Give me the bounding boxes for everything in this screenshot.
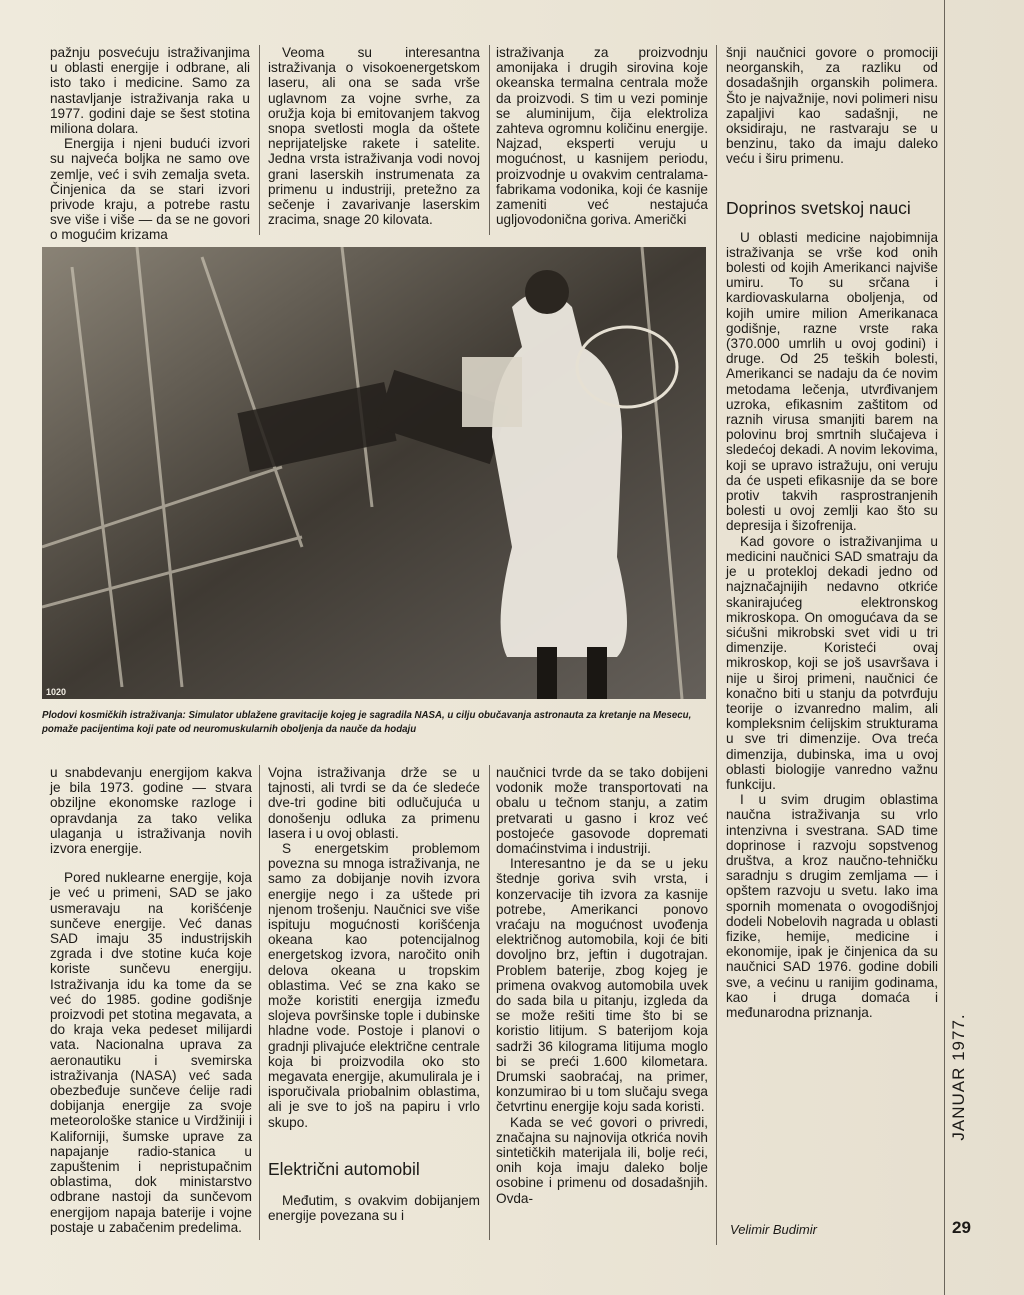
paragraph: Interesantno je da se u jeku štednje goriva svih vrsta, i konzervacije tih izvora za kasnije potrebe, Amerikanci ponovo vraćaju na mogućnost uvođenja električnog automobila, koji će biti dovoljno brz, jeftin i dugotrajan. Problem baterije, zbog kojeg je primena ovakvog automobila uvek do sada bila u pitanju, izgleda da se može rešiti time što bi se koristio litijum. S baterijom koja sadrži 36 kilograma litijuma moglo bi se preći 1.600 kilometara. Drumski saobraćaj, na primer, konzumirao bi u tom slučaju svega četvrtinu energije koju sada koristi. (496, 856, 708, 1115)
author-signature: Velimir Budimir (730, 1222, 817, 1237)
paragraph: U oblasti medicine najobimnija istraživanja se vrše kod onih bolesti od kojih Amerikanci najviše umiru. To su srčana i kardiovaskularna oboljenja, od kojih umire milion Amerikanaca godišnje, razne vrste raka (370.000 umrlih u ovoj godini) i druge. Od 25 teških bolesti, Amerikanci se nadaju da će novim metodama lečenja, utvrđivanjem uzroka, efikasnim zaštitom od raznih virusa smanjiti barem na polovinu broj smrtnih slučajeva i sledećoj dekadi. A novim lekovima, koji se upravo istražuju, oni veruju da će uspeti efikasnije da se bore protiv takvih rasprostranjenih bolesti u ovoj zemlji kao što su depresija i šizofrenija. (726, 229, 938, 534)
paragraph: Kada se već govori o privredi, značajna su najnovija otkrića novih sintetičkih materijala ili, bolje reći, onih koja imaju daleko bolje osobine i primenu od dosadašnjih. Ovda- (496, 1114, 708, 1206)
photo-label: 1020 (46, 687, 67, 697)
paragraph: naučnici tvrde da se tako dobijeni vodonik može transportovati na obalu u tečnom stanju, a zatim pretvarati u gasno i kroz već postojeće gasovode dopremati domaćinstvima i industriji. (496, 765, 708, 857)
column-rule (259, 45, 260, 235)
top-column-3 (496, 45, 708, 227)
bottom-column-2 (268, 765, 480, 1223)
paragraph: Veoma su interesantna istraživanja o visokoenergetskom laseru, ali ona se sada vrše uglavnom za vojne svrhe, za oružja koja bi emitovanjem takvog snopa svetlosti mogla da oštete neprijateljske rakete i satelite. Jedna vrsta istraživanja vodi novoj grani laserskih instrumenata za primenu u industriji, pretežno za sečenje i zavarivanje laserskim zracima, snage 20 kilovata. (268, 45, 480, 228)
paragraph: Međutim, s ovakvim dobijanjem energije povezana su i (268, 1192, 480, 1224)
issue-date (944, 1013, 974, 1141)
paragraph: I u svim drugim oblastima naučna istraživanja su vrlo intenzivna i svestrana. SAD time doprinose i razvoju sopstvenog društva, a kroz naučno-tehničku saradnju s drugim zemljama — i opštem razvoju u svetu. Iako ima spornih momenata o ovogodišnjoj dodeli Nobelovih nagrada u oblasti fizike, hemije, medicine i ekonomije, ipak je činjenica da su naučnici SAD 1976. godine dobili sve, a većinu u ranijim godinama, kao i druga domaća i međunarodna priznanja. (726, 792, 938, 1020)
paragraph: Energija i njeni budući izvori su najveća boljka ne samo ove zemlje, već i svih zemalja sveta. Činjenica da se stari izvori privode kraju, a potrebe rastu sve više i više — da se ne govori o mogućim krizama (50, 136, 250, 243)
column-rule (716, 45, 717, 1245)
top-column-2 (268, 45, 480, 227)
column-rule (489, 45, 490, 235)
paragraph: S energetskim problemom povezna su mnoga istraživanja, ne samo za dobijanje novih izvora energije nego i za uštede pri njenom trošenju. Naučnici sve više ispituju mogućnosti korišćenja okeana kao potencijalnog energetskog izvora, naročito onih delova okeana u tropskim oblastima. Već se zna kako se može koristiti energija između slojeva površinske tople i dubinske hladne vode. Postoje i planovi o gradnji plivajuće električne centrale koja bi proizvodila oko sto megavata energije, akumulirala je i isporučivala priobalnim oblastima, ali je sve to još na papiru i vrlo skupo. (268, 841, 480, 1130)
right-column (726, 45, 938, 1020)
column-rule (259, 765, 260, 1240)
column-rule (489, 765, 490, 1240)
page-number: 29 (952, 1218, 971, 1237)
paragraph: u snabdevanju energijom kakva je bila 1973. godine — stvara obzilјne ekonomske razloge i opravdanja za tako velika ulaganja u istraživanja novih izvora energije. (50, 765, 252, 857)
article-photo (42, 247, 706, 699)
paragraph: pažnju posvećuju istraživanjima u oblasti energije i odbrane, ali isto tako i medicine. Samo za nastavljanje istraživanja raka u 1977. godini daje se šest stotina miliona dolara. (50, 45, 250, 137)
paragraph: istraživanja za proizvodnju amonijaka i drugih sirovina koje okeanska termalna centrala može da proizvodi. S tim u vezi pominje se aluminijum, čija elektroliza zahteva ogromnu količinu energije. Najzad, eksperti veruju u mogućnost, u kasnijem periodu, proizvodnje u ovakvim centralama-fabrikama vodonika, koji će kasnije zameniti već nestajuća ugljovodonična goriva. Američki (496, 45, 708, 228)
paragraph: šnji naučnici govore o promociji neorganskih, za razliku od dosadašnjih organskih polimera. Što je najvažnije, novi polimeri nisu zapaljivi kao sadašnji, ne oksidiraju, ne rastvaraju se u benzinu, tako da imaju daleko veću i širu primenu. (726, 45, 938, 167)
photo-illustration (42, 247, 706, 699)
top-column-1 (50, 45, 250, 243)
paragraph: Pored nuklearne energije, koja je već u primeni, SAD se jako usmeravaju na korišćenje sunčeve energije. Već danas SAD imaju 35 industrijskih zgrada i dve stotine kuća koje koriste sunčevu energiju. Istraživanja idu ka tome da se već do 1985. godine godišnje proizvodi pet stotina megavata, a do kraja veka pedeset milijardi vata. Nacionalna uprava za aeronautiku i svemirska istraživanja (NASA) već sada obezbeđuje sunčeve ćelije radi dobijanja energije za svoje meteorološke stanice u Virdžiniji i Kaliforniji, šumske uprave za napajanje radio-stanica u zapuštenim i nepristupačnim oblastima, dok ministarstvo odbrane nastoji da sunčevom energijom napaja baterije i vojne postaje u zabačenim predelima. (50, 870, 252, 1235)
issue-date-text: JANUAR 1977. (949, 1013, 968, 1141)
photo-caption: Plodovi kosmičkih istraživanja: Simulator ublažene gravitacije kojeg je sagradila NASA, u cilju obučavanja astronauta za kretanje na Mesecu, pomaže pacijentima koji pate od neuromuskularnih oboljenja da nauče da hodaju (42, 710, 692, 735)
bottom-column-1 (50, 765, 252, 1235)
section-heading: Doprinos svetskoj nauci (726, 197, 911, 218)
paragraph: Vojna istraživanja drže se u tajnosti, ali tvrdi se da će sledeće dve-tri godine biti odlučujuća u donošenju odluka za primenu lasera i u ovoj oblasti. (268, 765, 480, 841)
paragraph: Kad govore o istraživanjima u medicini naučnici SAD smatraju da je u proteklоj dekadi jedno od najznačajnijih nedavno otkriće skanirajućeg elektronskog mikroskopa. On omogućava da se sićušni mikrobski svet vidi u tri dimenzije. Koristeći ovaj mikroskop, koji se još usavršava i nije u širој primeni, naučnici će konačno biti u stanju da potvrđuju teorije o izvanredno malim, ali kompleksnim ćelijskim strukturama u sve tri dimenzije. Ova treća dimenzija, dubinska, ima u ovoj oblasti biologije vanredno važnu funkciju. (726, 533, 938, 792)
section-heading: Električni automobil (268, 1158, 420, 1179)
bottom-column-3 (496, 765, 708, 1206)
